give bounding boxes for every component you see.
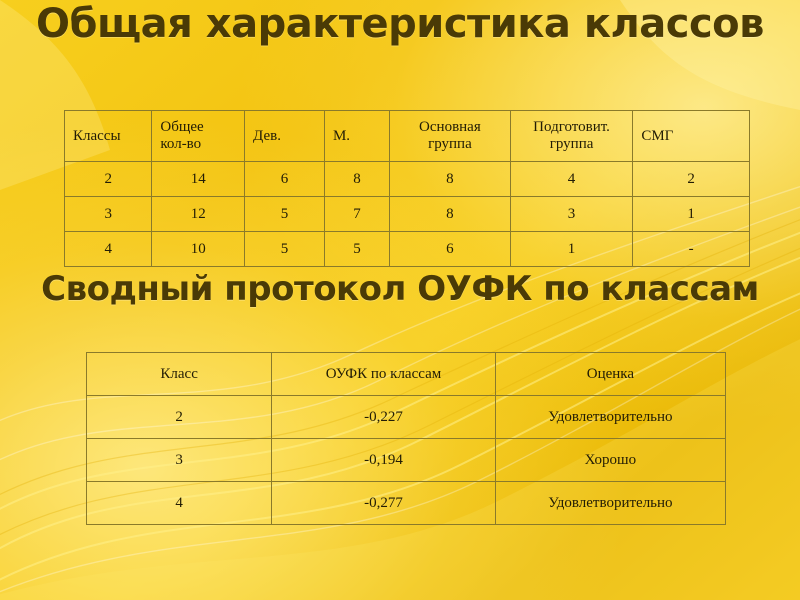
column-header-oufk: ОУФК по классам xyxy=(272,353,496,396)
cell: 12 xyxy=(152,197,245,232)
cell: 5 xyxy=(245,197,325,232)
cell: 4 xyxy=(510,162,633,197)
cell: 4 xyxy=(87,482,272,525)
column-header-preparatory-group: Подготовит. группа xyxy=(510,111,633,162)
table-protocol xyxy=(86,352,726,525)
column-header-total: Общее кол-во xyxy=(152,111,245,162)
table-protocol-header xyxy=(87,353,726,396)
cell: 1 xyxy=(510,232,633,267)
column-header-grade: Оценка xyxy=(495,353,725,396)
table-classes-header xyxy=(65,111,750,162)
table-protocol-body xyxy=(87,396,726,525)
table-header-row xyxy=(65,111,750,162)
table-classes-container xyxy=(64,110,750,267)
page-title-secondary: Сводный протокол ОУФК по классам xyxy=(41,269,759,309)
table-row xyxy=(87,396,726,439)
cell: -0,227 xyxy=(272,396,496,439)
page-title-primary: Общая характеристика классов xyxy=(36,1,764,47)
cell: 8 xyxy=(390,197,511,232)
cell: Удовлетворительно xyxy=(495,396,725,439)
cell: -0,277 xyxy=(272,482,496,525)
table-classes xyxy=(64,110,750,267)
cell: 7 xyxy=(324,197,389,232)
table-row xyxy=(65,162,750,197)
column-header-classes: Классы xyxy=(65,111,152,162)
cell: 8 xyxy=(390,162,511,197)
column-header-main-group: Основная группа xyxy=(390,111,511,162)
cell: 3 xyxy=(65,197,152,232)
cell: 2 xyxy=(65,162,152,197)
cell: 5 xyxy=(245,232,325,267)
table-header-row xyxy=(87,353,726,396)
cell: 5 xyxy=(324,232,389,267)
cell: 6 xyxy=(390,232,511,267)
table-row xyxy=(87,482,726,525)
column-header-class: Класс xyxy=(87,353,272,396)
cell: - xyxy=(633,232,750,267)
cell: -0,194 xyxy=(272,439,496,482)
cell: 2 xyxy=(633,162,750,197)
table-classes-body xyxy=(65,162,750,267)
cell: 8 xyxy=(324,162,389,197)
cell: 3 xyxy=(510,197,633,232)
cell: 1 xyxy=(633,197,750,232)
cell: 4 xyxy=(65,232,152,267)
cell: 14 xyxy=(152,162,245,197)
cell: 10 xyxy=(152,232,245,267)
table-row xyxy=(65,197,750,232)
cell: 6 xyxy=(245,162,325,197)
table-row xyxy=(87,439,726,482)
column-header-girls: Дев. xyxy=(245,111,325,162)
cell: 3 xyxy=(87,439,272,482)
table-protocol-container xyxy=(86,352,726,525)
column-header-boys: М. xyxy=(324,111,389,162)
cell: Хорошо xyxy=(495,439,725,482)
cell: Удовлетворительно xyxy=(495,482,725,525)
cell: 2 xyxy=(87,396,272,439)
column-header-smg: СМГ xyxy=(633,111,750,162)
